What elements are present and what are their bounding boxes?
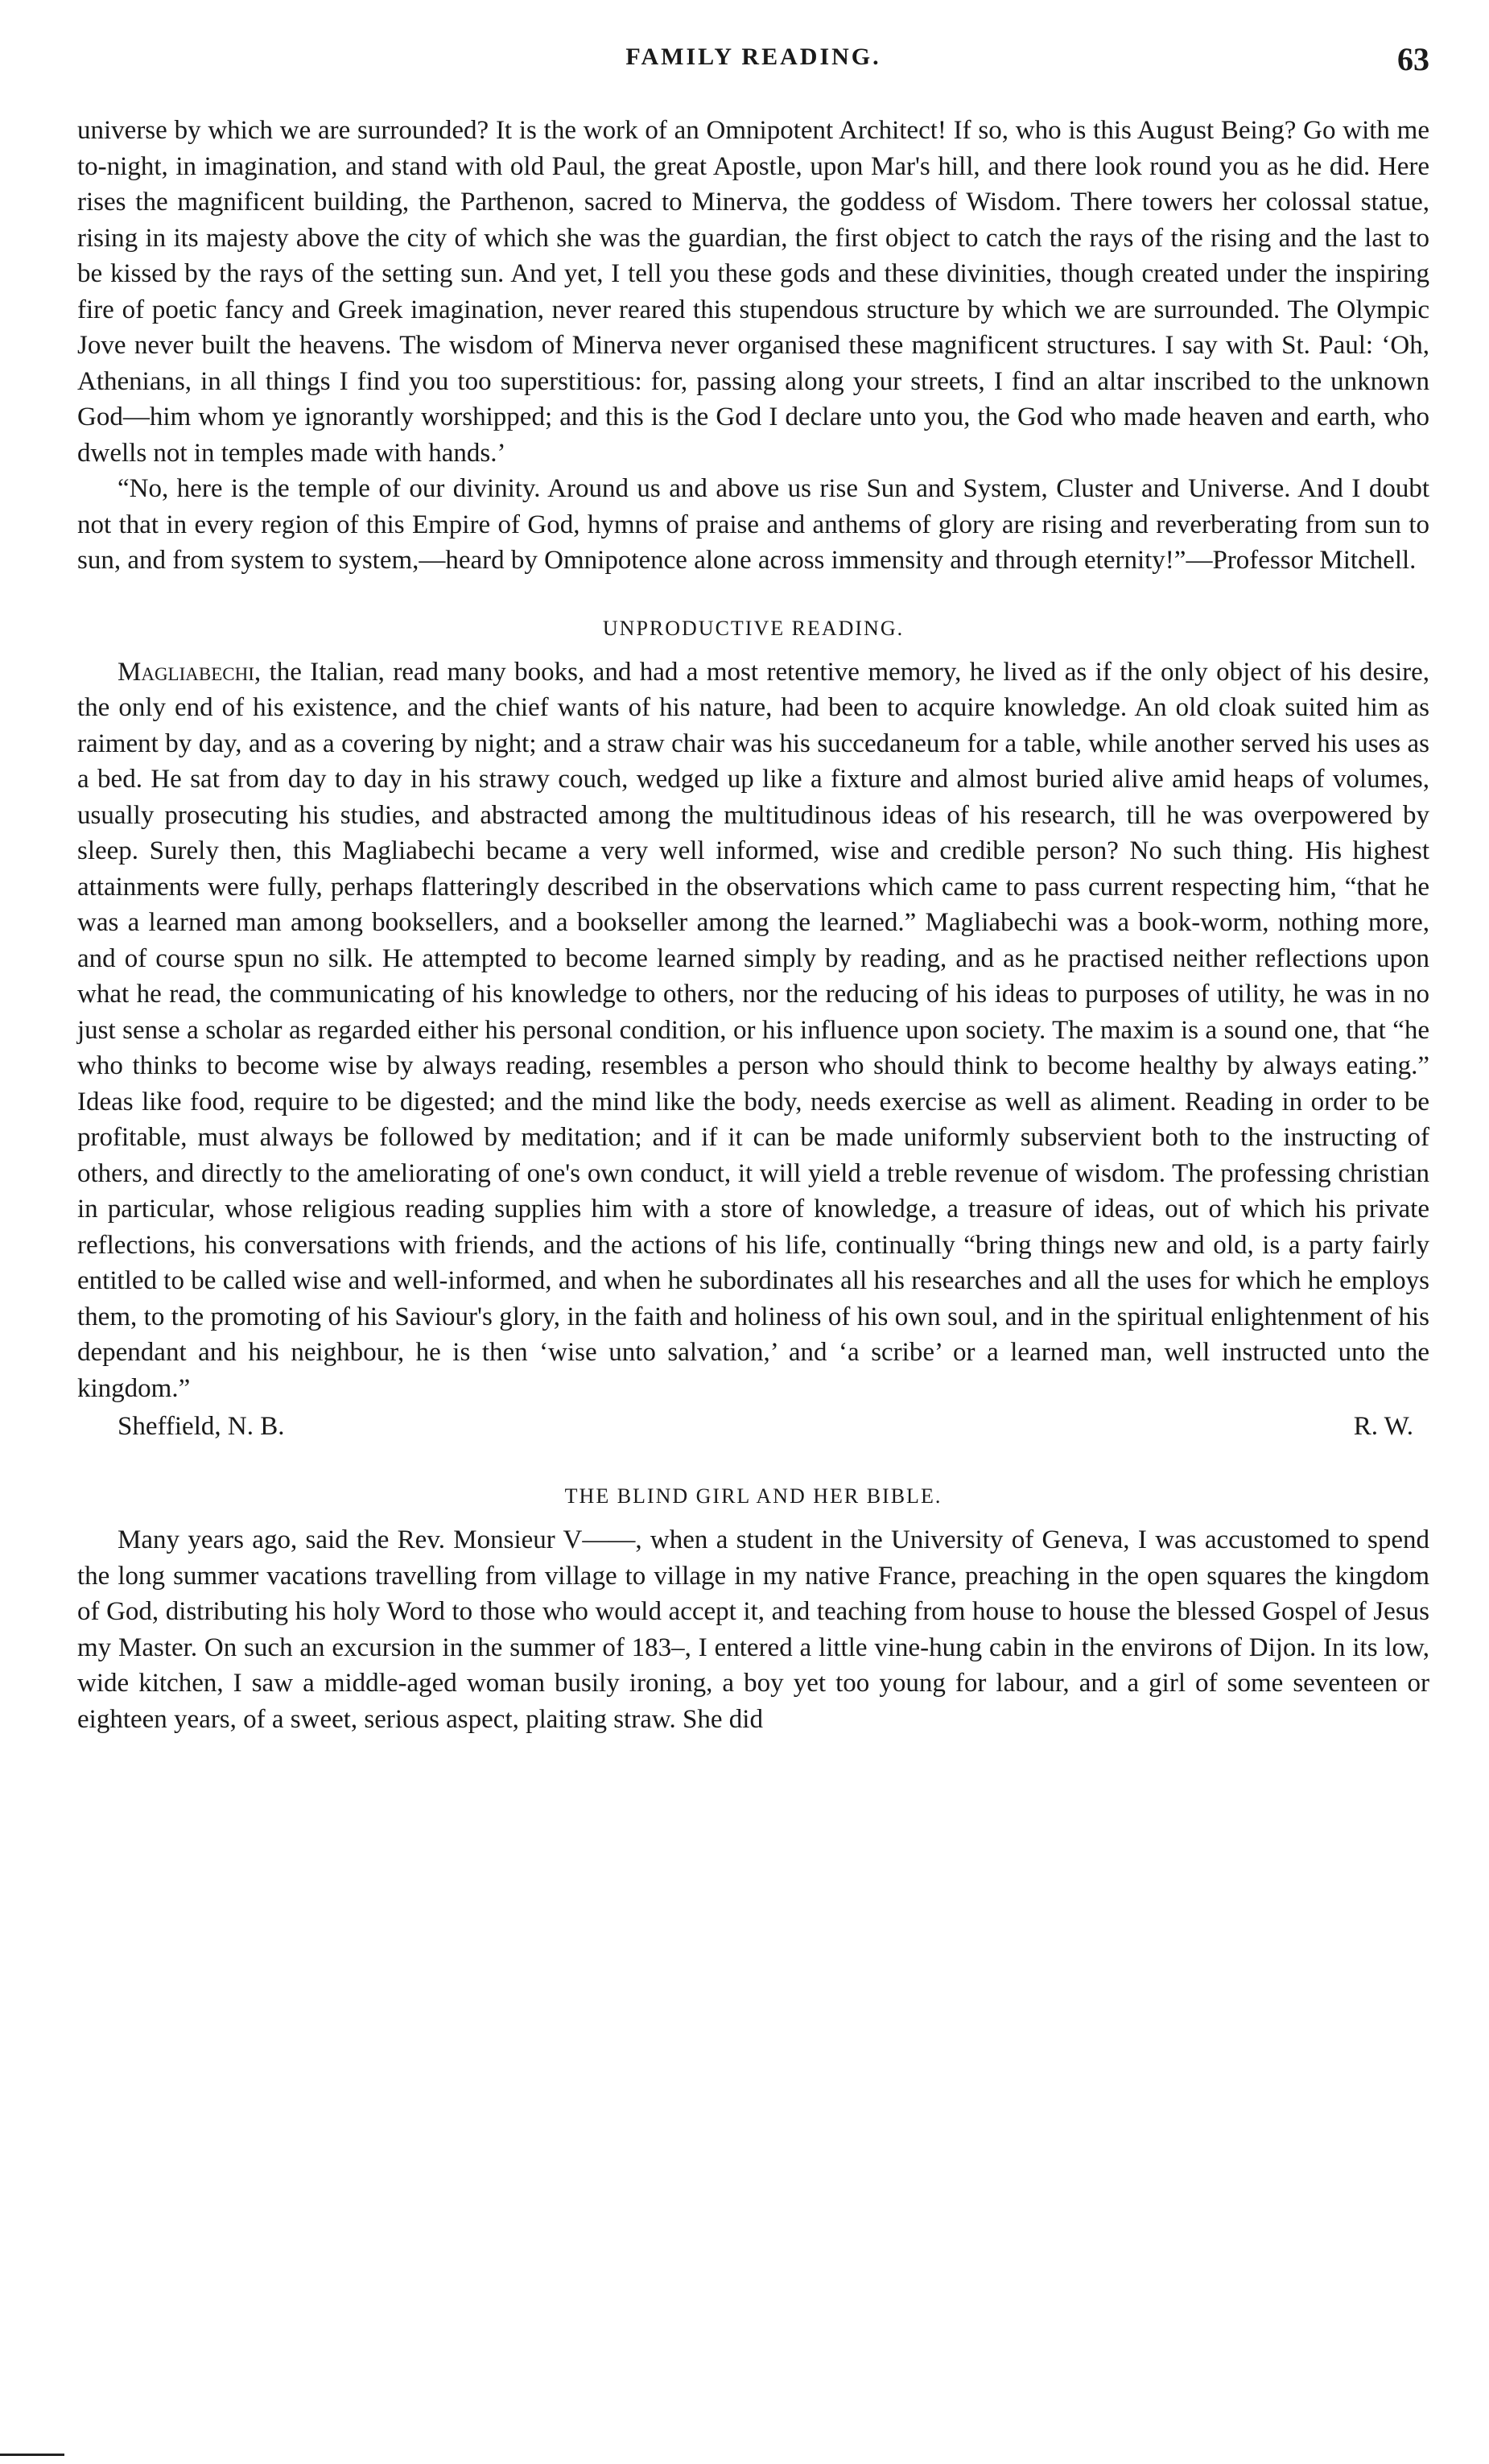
running-title: FAMILY READING. [625,43,881,70]
signature-line [77,1406,1429,1447]
footer-rule [0,2454,64,2456]
signature-initials: R. W. [1353,1412,1413,1441]
section-title-unproductive-reading: UNPRODUCTIVE READING. [602,616,905,640]
continued-paragraph: universe by which we are surrounded? It is the work of an Omnipotent Architect! If so, who is this August Being? Go with me to-night, in imagination, and stand with old Paul, the great Apostle, upon Mar's hill, and there look round you as he did. Here rises the magnificent building, the Parthenon, sacred to Minerva, the goddess of Wisdom. There towers her colossal statue, rising in its majesty above the city of which she was the guardian, the first object to catch the rays of the rising and the last to be kissed by the rays of the setting sun. And yet, I tell you these gods and these divinities, though created under the inspiring fire of poetic fancy and Greek imagination, never reared this stupendous structure by which we are surrounded. The Olympic Jove never built the heavens. The wisdom of Minerva never organised these magnificent structures. I say with St. Paul: ‘Oh, Athenians, in all things I find you too superstitious: for, passing along your streets, I find an altar inscribed to the unknown God—him whom ye ignorantly worshipped; and this is the God I declare unto you, the God who made heaven and earth, who dwells not in temples made with hands.’ [77,116,1429,468]
page-number: 63 [1397,41,1429,77]
unproductive-reading-text: , the Italian, read many books, and had a most retentive memory, he lived as if the only object of his desire, the only end of his existence, and the chief wants of his nature, had been to acquire knowledge. An old cloak suited him as raiment by day, and as a covering by night; and a straw chair was his succedaneum for a table, while another served his uses as a bed. He sat from day to day in his strawy couch, wedged up like a fixture and almost buried alive amid heaps of volumes, usually prosecuting his studies, and abstracted among the multitudinous ideas of his research, till he was overpowered by sleep. Surely then, this Magliabechi became a very well informed, wise and credible person? No such thing. His highest attainments were fully, perhaps flatteringly described in the observations which came to pass current respecting him, “that he was a learned man among booksellers, and a bookseller among the learned.” Magliabechi was a book-worm, nothing more, and of course spun no silk. He attempted to become learned simply by reading, and as he practised neither reflections upon what he read, the communicating of his knowledge to others, nor the reducing of his ideas to purposes of utility, he was in no just sense a scholar as regarded either his personal condition, or his influence upon society. The maxim is a sound one, that “he who thinks to become wise by always reading, resembles a person who should think to become healthy by always eating.” Ideas like food, require to be digested; and the mind like the body, needs exercise as well as aliment. Reading in order to be profitable, must always be followed by meditation; and if it can be made uniformly subservient both to the instructing of others, and directly to the ameliorating of one's own conduct, it will yield a treble revenue of wisdom. The professing christian in particular, whose religious reading supplies him with a store of knowledge, a treasure of ideas, out of which his private reflections, his conversations with friends, and the actions of his life, continually “bring things new and old, is a party fairly entitled to be called wise and well-informed, and when he subordinates all his researches and all the uses for which he employs them, to the promoting of his Saviour's glory, in the faith and holiness of his own soul, and in the spiritual enlightenment of his dependant and his neighbour, he is then ‘wise unto salvation,’ and ‘a scribe’ or a learned man, well instructed unto the kingdom.” [77,657,1429,1403]
lead-name: Magliabechi [118,657,254,687]
signature-place: Sheffield, N. B. [118,1412,285,1441]
blind-girl-body: Many years ago, said the Rev. Monsieur V——, when a student in the University of Geneva, I was accustomed to spend the long summer vacations travelling from village to village in my native France, preaching in the open squares the kingdom of God, distributing his holy Word to those who would accept it, and teaching from house to house the blessed Gospel of Jesus my Master. On such an excursion in the summer of 183–, I entered a little vine-hung cabin in the environs of Dijon. In its low, wide kitchen, I saw a middle-aged woman busily ironing, a boy yet too young for labour, and a girl of some seventeen or eighteen years, of a sweet, serious aspect, plaiting straw. She did [77,1525,1429,1734]
unproductive-reading-body [77,654,1429,1407]
quote-paragraph: “No, here is the temple of our divinity. Around us and above us rise Sun and System, Cluster and Universe. And I doubt not that in every region of this Empire of God, hymns of praise and anthems of glory are rising and reverberating from sun to sun, and from system to system,—heard by Omnipotence alone across immensity and through eternity!”—Professor Mitchell. [77,474,1429,575]
section-title-blind-girl: THE BLIND GIRL AND HER BIBLE. [564,1484,942,1508]
running-head [77,40,1429,90]
book-page [77,40,1429,1737]
